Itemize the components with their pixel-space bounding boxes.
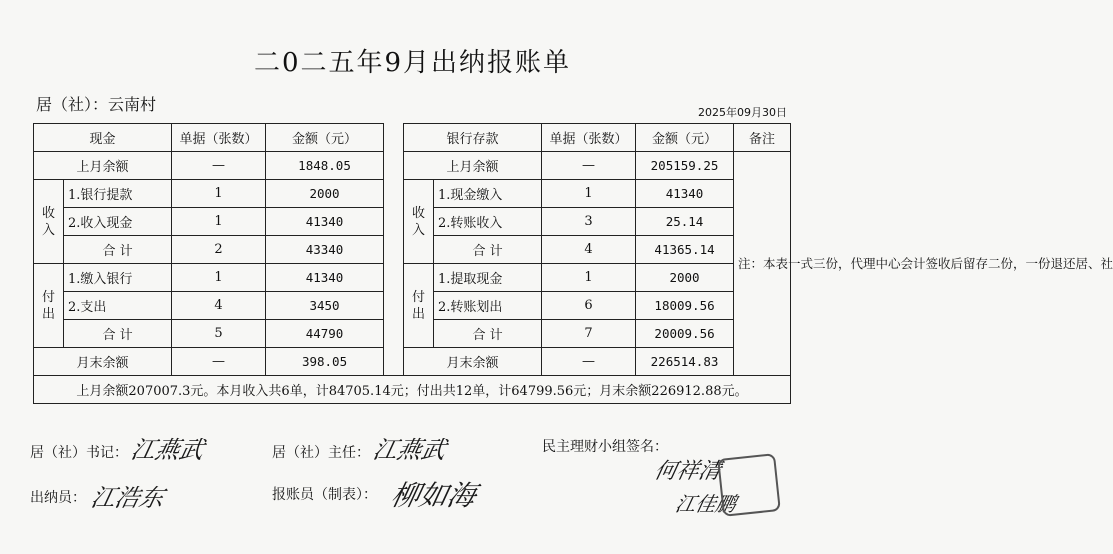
- cash-opening-count: —: [172, 152, 266, 180]
- bank-expense-total-count: 7: [542, 320, 636, 348]
- finance-group-label: 民主理财小组签名：: [542, 439, 668, 455]
- bank-closing-amount: 226514.83: [636, 348, 734, 376]
- bank-expense-total-amount: 20009.56: [636, 320, 734, 348]
- bank-expense-total-label: 合 计: [434, 320, 542, 348]
- cash-expense-total-amount: 44790: [266, 320, 384, 348]
- cash-closing-amount: 398.05: [266, 348, 384, 376]
- finance-group-signature-1: 何祥清: [651, 459, 724, 484]
- header-amount: 金额（元）: [266, 124, 384, 152]
- bank-expense-item-count: 6: [542, 292, 636, 320]
- header-remark: 备注: [734, 124, 791, 152]
- cash-opening-amount: 1848.05: [266, 152, 384, 180]
- bank-income-total-amount: 41365.14: [636, 236, 734, 264]
- cash-income-item-amount: 41340: [266, 208, 384, 236]
- seal-stamp: [717, 453, 781, 517]
- cash-expense-item-label: 2.支出: [64, 292, 172, 320]
- cash-income-item-amount: 2000: [266, 180, 384, 208]
- cash-expense-total-count: 5: [172, 320, 266, 348]
- cash-income-label: 收 入: [34, 180, 64, 264]
- summary-text: 上月余额207007.3元。本月收入共6单，计84705.14元；付出共12单，计64799.56元；月末余额226912.88元。: [34, 376, 791, 404]
- director-signature: 江燕武: [370, 436, 449, 464]
- cash-closing-count: —: [172, 348, 266, 376]
- bank-income-item-count: 1: [542, 180, 636, 208]
- bank-opening-label: 上月余额: [404, 152, 542, 180]
- bank-expense-item-amount: 18009.56: [636, 292, 734, 320]
- header-bank: 银行存款: [404, 124, 542, 152]
- summary-row: [34, 376, 791, 404]
- bank-income-item-amount: 41340: [636, 180, 734, 208]
- cash-expense-item-amount: 3450: [266, 292, 384, 320]
- cash-income-total-label: 合 计: [64, 236, 172, 264]
- bank-opening-amount: 205159.25: [636, 152, 734, 180]
- cash-income-total-count: 2: [172, 236, 266, 264]
- bank-opening-count: —: [542, 152, 636, 180]
- expense-row: [34, 264, 791, 292]
- opening-row: [34, 152, 791, 180]
- director-label: 居（社）主任：: [272, 445, 370, 461]
- cash-income-total-amount: 43340: [266, 236, 384, 264]
- bank-closing-label: 月末余额: [404, 348, 542, 376]
- bank-expense-item-label: 1.提取现金: [434, 264, 542, 292]
- header-amount-bank: 金额（元）: [636, 124, 734, 152]
- bank-expense-item-count: 1: [542, 264, 636, 292]
- cash-expense-item-amount: 41340: [266, 264, 384, 292]
- bank-closing-count: —: [542, 348, 636, 376]
- cash-income-item-label: 1.银行提款: [64, 180, 172, 208]
- cash-income-item-count: 1: [172, 208, 266, 236]
- report-date: 2025年09月30日: [698, 106, 787, 119]
- finance-group-signature-2: 江佳鹏: [673, 492, 739, 516]
- bank-income-item-amount: 25.14: [636, 208, 734, 236]
- income-row: [34, 180, 791, 208]
- bank-income-total-label: 合 计: [434, 236, 542, 264]
- village-name: 居（社）：云南村: [36, 95, 157, 114]
- cashier-report-table: [33, 123, 1113, 404]
- cashier-signature: 江浩东: [88, 484, 167, 512]
- bank-expense-label: 付 出: [404, 264, 434, 348]
- cash-expense-item-label: 1.缴入银行: [64, 264, 172, 292]
- closing-row: [34, 348, 791, 376]
- cashier-label: 出纳员：: [30, 490, 86, 506]
- header-cash: 现金: [34, 124, 172, 152]
- cash-expense-item-count: 4: [172, 292, 266, 320]
- header-row: [34, 124, 791, 152]
- secretary-signature: 江燕武: [128, 436, 207, 464]
- bank-income-item-label: 1.现金缴入: [434, 180, 542, 208]
- cash-expense-total-label: 合 计: [64, 320, 172, 348]
- bank-income-item-label: 2.转账收入: [434, 208, 542, 236]
- header-count-bank: 单据（张数）: [542, 124, 636, 152]
- bank-expense-item-label: 2.转账划出: [434, 292, 542, 320]
- document-title: 二0二五年9月出纳报账单: [253, 48, 572, 78]
- remark-note: 注：本表一式三份，代理中心会计签收后留存二份，一份退还居、社: [734, 152, 791, 376]
- bank-expense-item-amount: 2000: [636, 264, 734, 292]
- bank-income-total-count: 4: [542, 236, 636, 264]
- bank-income-item-count: 3: [542, 208, 636, 236]
- cash-closing-label: 月末余额: [34, 348, 172, 376]
- column-gap: [384, 124, 404, 152]
- clerk-label: 报账员（制表）：: [272, 487, 377, 503]
- secretary-label: 居（社）书记：: [30, 445, 128, 461]
- clerk-signature: 柳如海: [388, 479, 480, 512]
- cash-expense-item-count: 1: [172, 264, 266, 292]
- header-count: 单据（张数）: [172, 124, 266, 152]
- cash-income-item-count: 1: [172, 180, 266, 208]
- cash-income-item-label: 2.收入现金: [64, 208, 172, 236]
- cash-opening-label: 上月余额: [34, 152, 172, 180]
- bank-income-label: 收 入: [404, 180, 434, 264]
- cash-expense-label: 付 出: [34, 264, 64, 348]
